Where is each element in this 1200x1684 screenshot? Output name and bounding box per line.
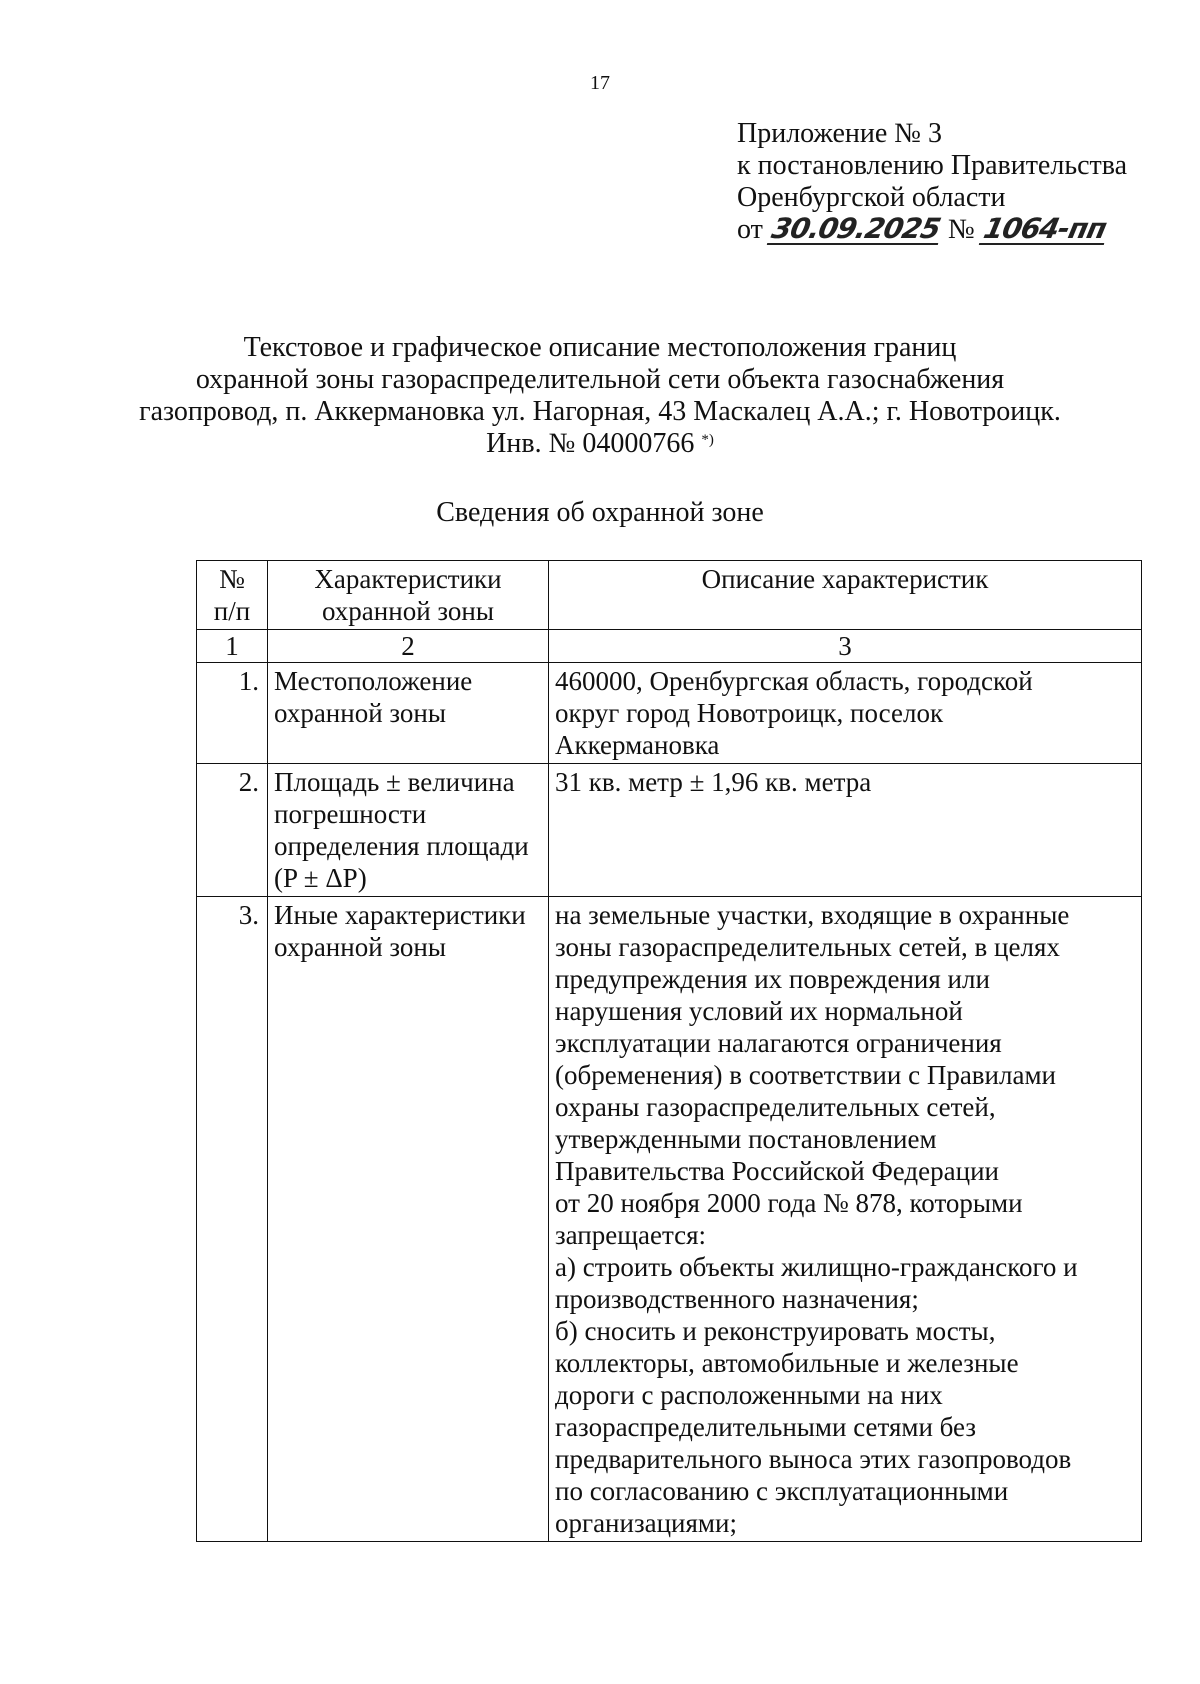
row-number: 1. [197,663,268,764]
description-line: предупреждения их повреждения или [555,964,990,994]
description-line: Аккермановка [555,730,720,760]
section-title: Сведения об охранной зоне [436,497,764,528]
inventory-number: Инв. № 04000766 [486,428,695,459]
table-index-row [197,630,1142,663]
header-characteristics: Характеристики охранной зоны [268,561,549,630]
table-row [197,663,1142,764]
row-description [549,764,1142,897]
footnote-mark: *) [701,432,714,448]
index-cell: 1 [197,630,268,663]
appendix-block [737,118,1127,246]
description-line: Правительства Российской Федерации [555,1156,999,1186]
appendix-resolution-line: к постановлению Правительства [737,150,1128,181]
header-number: № п/п [197,561,268,630]
header-description: Описание характеристик [549,561,1142,630]
document-title [0,332,1200,460]
title-line-3: газопровод, п. Аккермановка ул. Нагорная, 43 Маскалец А.А.; г. Новотроицк. [139,396,1061,427]
description-line: нарушения условий их нормальной [555,996,963,1026]
description-line: производственного назначения; [555,1284,919,1314]
characteristic-line: Иные характеристики [274,900,526,930]
row-characteristic [268,663,549,764]
index-cell: 3 [549,630,1142,663]
table-row [197,897,1142,1542]
description-line: б) сносить и реконструировать мосты, [555,1316,996,1346]
characteristic-line: охранной зоны [274,932,447,962]
table-header-row [197,561,1142,630]
description-line: округ город Новотроицк, поселок [555,698,944,728]
row-number: 2. [197,764,268,897]
index-cell: 2 [268,630,549,663]
appendix-title: Приложение № 3 [737,118,942,149]
characteristic-line: Площадь ± величина [274,767,515,797]
description-line: а) строить объекты жилищно-гражданского и [555,1252,1078,1282]
appendix-region-line: Оренбургской области [737,182,1006,213]
characteristic-line: определения площади [274,831,529,861]
description-line: коллекторы, автомобильные и железные [555,1348,1019,1378]
handwritten-date: 30.09.2025 [768,212,943,245]
description-line: организациями; [555,1508,737,1538]
from-label: от [737,214,763,245]
description-line: зоны газораспределительных сетей, в целях [555,932,1060,962]
characteristic-line: охранной зоны [274,698,447,728]
description-line: 31 кв. метр ± 1,96 кв. метра [555,767,872,797]
handwritten-number: 1064-пп [980,212,1109,245]
description-line: от 20 ноября 2000 года № 878, которыми [555,1188,1023,1218]
characteristic-line: погрешности [274,799,427,829]
description-line: (обременения) в соответствии с Правилами [555,1060,1056,1090]
description-line: охраны газораспределительных сетей, [555,1092,996,1122]
page-number: 17 [590,72,610,94]
description-line: газораспределительными сетями без [555,1412,977,1442]
title-line-4 [0,428,1200,460]
row-number: 3. [197,897,268,1542]
description-line: предварительного выноса этих газопроводов [555,1444,1072,1474]
appendix-date-line [737,214,1127,246]
description-line: 460000, Оренбургская область, городской [555,666,1033,696]
description-line: дороги с расположенными на них [555,1380,943,1410]
title-line-2: охранной зоны газораспределительной сети объекта газоснабжения [195,364,1005,395]
description-line: по согласованию с эксплуатационными [555,1476,1009,1506]
row-description [549,663,1142,764]
characteristic-line: Местоположение [274,666,473,696]
characteristic-line: (P ± ΔP) [274,863,367,893]
row-characteristic [268,897,549,1542]
description-line: запрещается: [555,1220,707,1250]
table-row [197,764,1142,897]
row-characteristic [268,764,549,897]
protection-zone-table [196,560,1142,1542]
number-label: № [948,214,975,245]
description-line: эксплуатации налагаются ограничения [555,1028,1002,1058]
row-description [549,897,1142,1542]
description-line: утвержденными постановлением [555,1124,937,1154]
description-line: на земельные участки, входящие в охранные [555,900,1070,930]
title-line-1: Текстовое и графическое описание местоположения границ [243,332,957,363]
